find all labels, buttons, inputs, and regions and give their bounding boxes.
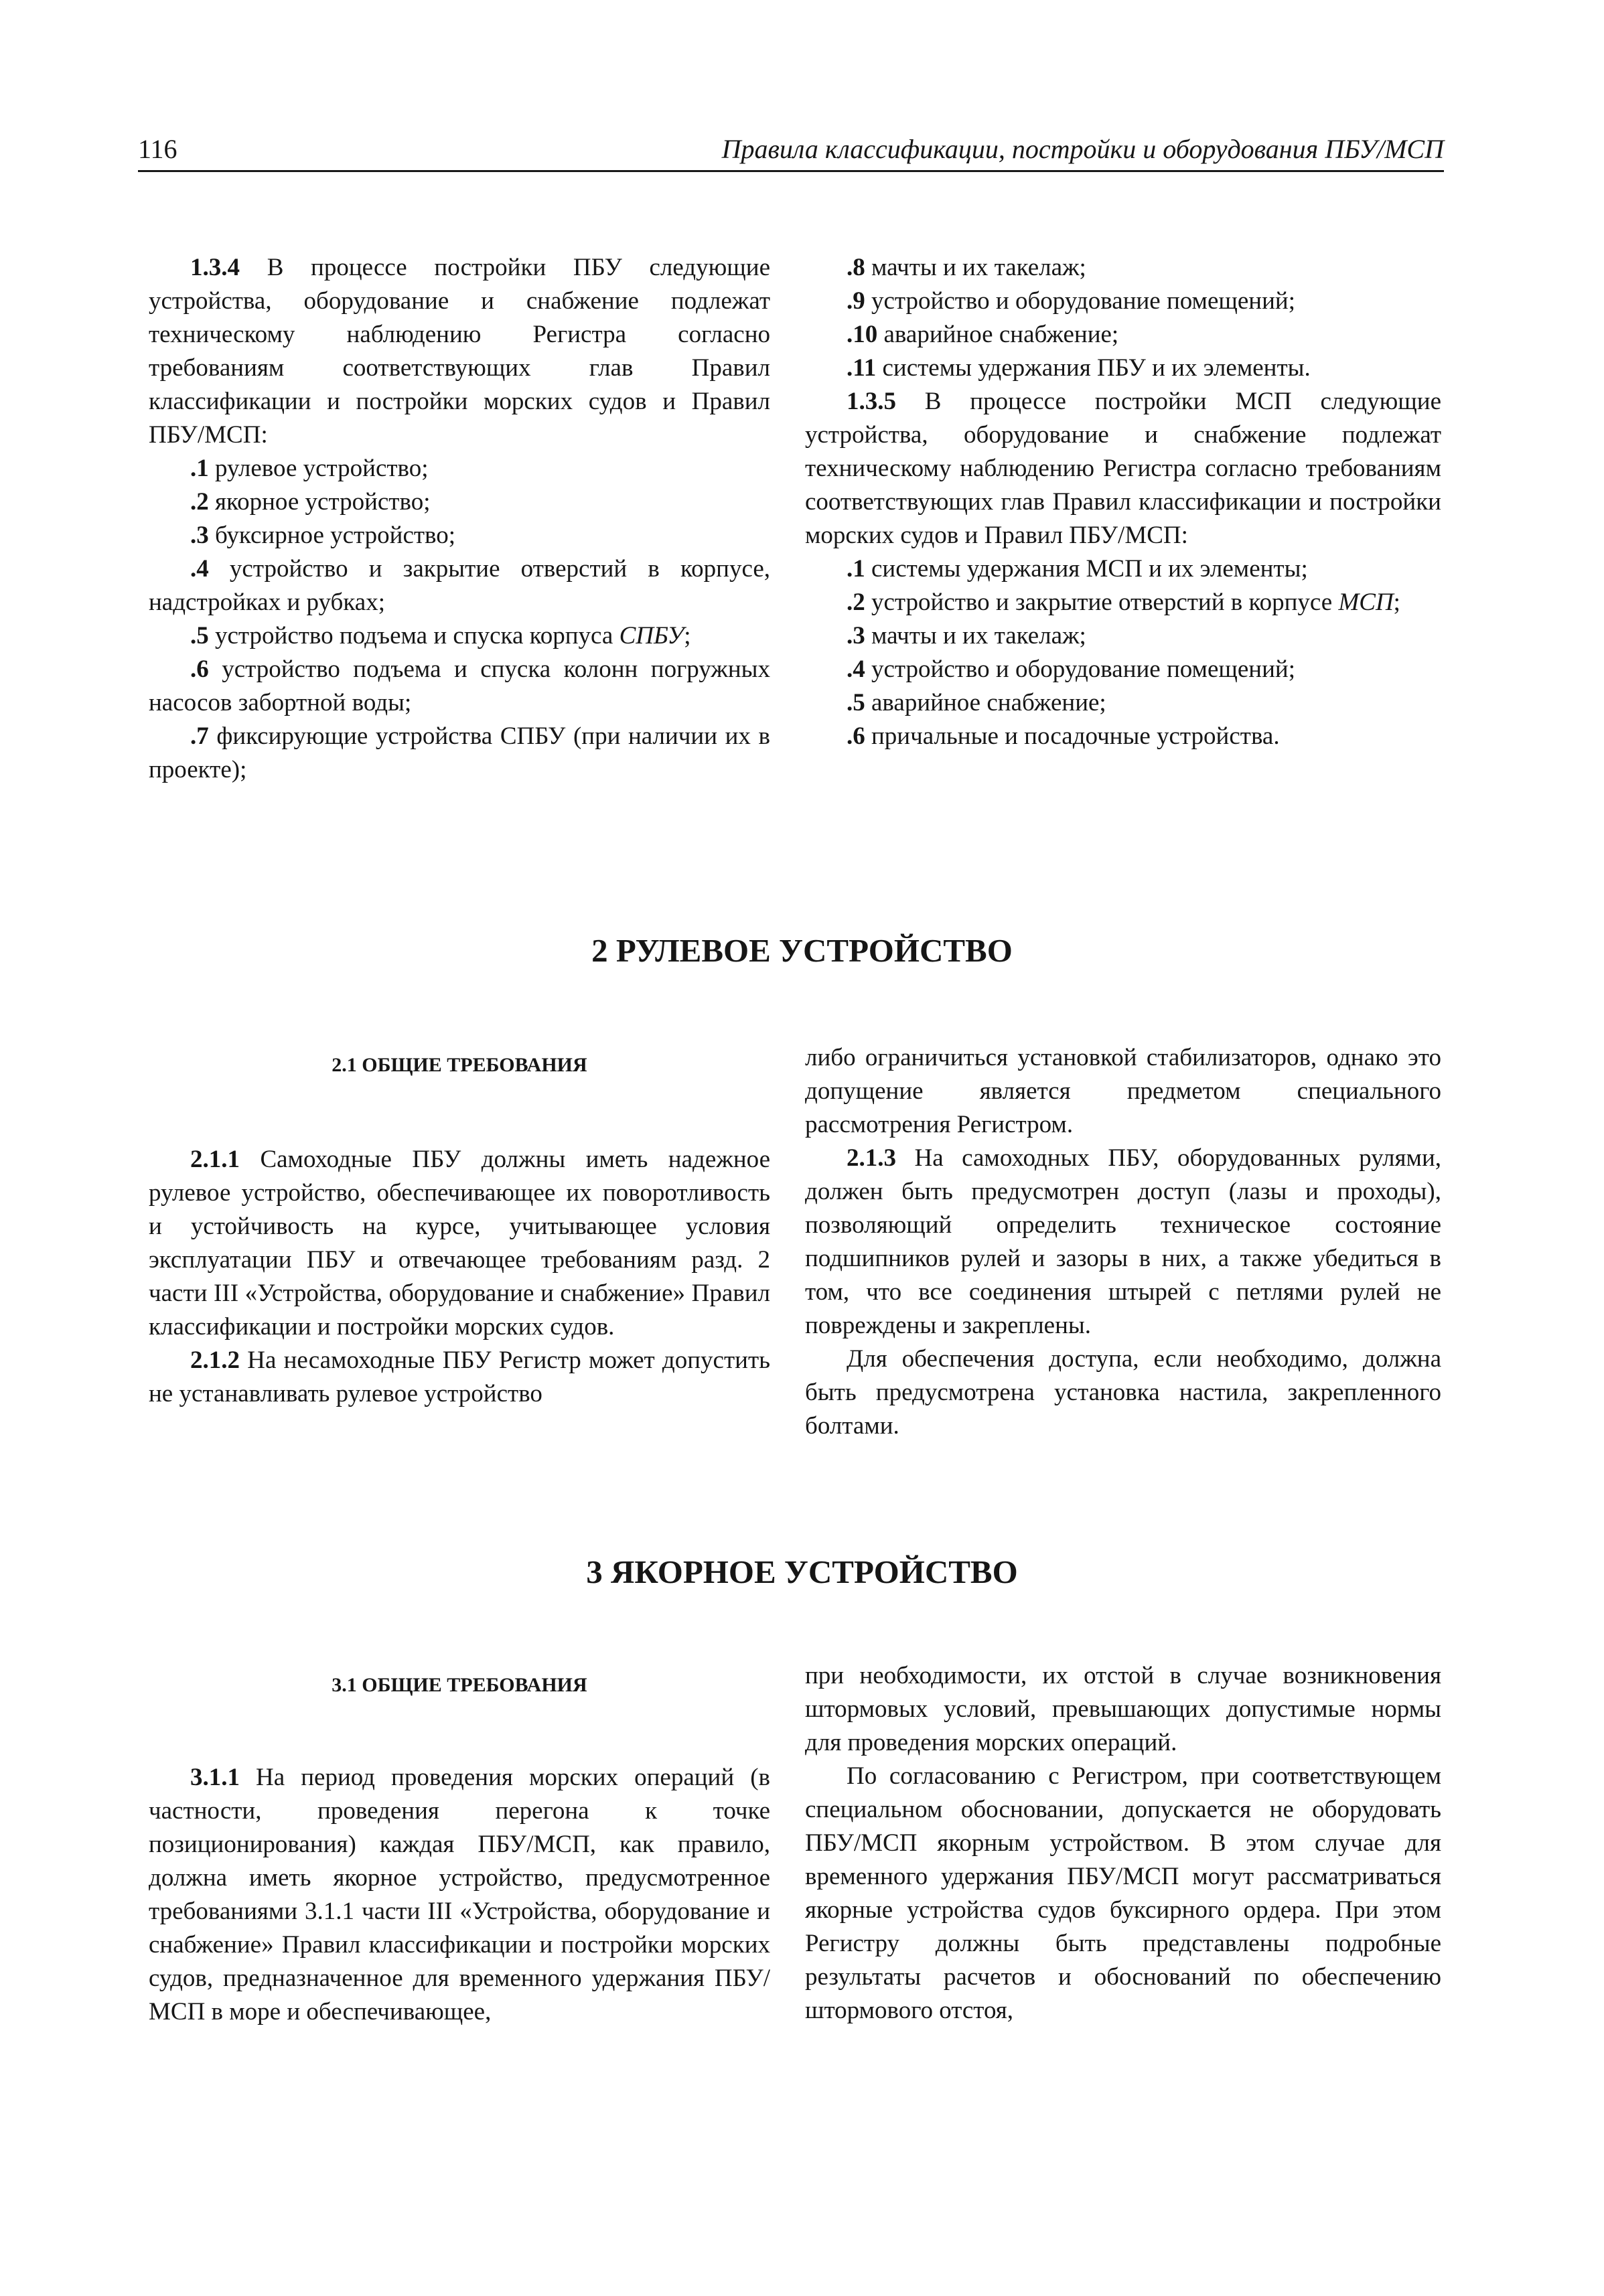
list-item: [805, 285, 1441, 318]
clause-number: 2.1.3: [847, 1144, 896, 1172]
section-3-title: 3 ЯКОРНОЕ УСТРОЙСТВО: [586, 1553, 1018, 1590]
item-text: буксирное устройство;: [208, 522, 456, 549]
clause-number: 2.1.2: [190, 1347, 240, 1374]
item-text: фиксирующие устройства СПБУ (при наличии их в проекте);: [149, 722, 770, 783]
paragraph-2-1-1: [149, 1143, 770, 1344]
running-title: Правила классификации, постройки и оборудования ПБУ/МСП: [721, 134, 1444, 164]
item-text: якорное устройство;: [208, 488, 431, 516]
section-2-left-column: [149, 1143, 770, 1411]
list-item: [805, 619, 1441, 653]
item-number: .11: [847, 354, 877, 382]
clause-number: 1.3.4: [190, 254, 240, 281]
item-tail: ;: [1393, 589, 1400, 616]
paragraph-agreement: По согласованию с Регистром, при соответствующем специальном обосновании, допускается не оборудовать ПБУ/МСП якорным устройством. В этом случае для временного удержания ПБУ/МСП могут рассматриваться якорные устройства судов буксирного ордера. При этом Регистру должны быть представлены подробные результаты расчетов и обоснований по обеспечению штормового отстоя,: [805, 1762, 1441, 2024]
item-number: .6: [190, 656, 209, 683]
clause-number: 1.3.5: [847, 388, 896, 415]
paragraph-2-1-3: [805, 1142, 1441, 1343]
item-text: устройство и закрытие отверстий в корпусе, надстройках и рубках;: [149, 555, 770, 616]
item-number: .7: [190, 722, 209, 750]
list-item: [805, 251, 1441, 285]
item-text: аварийное снабжение;: [865, 689, 1106, 716]
list-item: [149, 720, 770, 787]
item-number: .9: [847, 287, 865, 315]
paragraph-text: Самоходные ПБУ должны иметь надежное рулевое устройство, обеспечивающее их поворотливость и устойчивость на курсе, учитывающее условия эксплуатации ПБУ и отвечающее требованиям разд. 2 части III «Устройства, оборудование и снабжение» Правил классификации и постройки морских судов.: [149, 1146, 770, 1341]
item-text: устройство и оборудование помещений;: [865, 656, 1295, 683]
list-item: [805, 686, 1441, 720]
paragraph-text: В процессе постройки МСП следующие устройства, оборудование и снабжение подлежат техническому наблюдению Регистра согласно требованиям соответствующих глав Правил классификации и постройки морских судов и Правил ПБУ/МСП:: [805, 388, 1441, 549]
item-text: мачты и их такелаж;: [865, 622, 1086, 649]
paragraph-access: Для обеспечения доступа, если необходимо, должна быть предусмотрена установка настила, закрепленного болтами.: [805, 1345, 1441, 1440]
item-text: системы удержания МСП и их элементы;: [865, 555, 1308, 583]
paragraph-text: В процессе постройки ПБУ следующие устройства, оборудование и снабжение подлежат техническому наблюдению Регистра согласно требованиям соответствующих глав Правил классификации и постройки морских судов и Правил ПБУ/МСП:: [149, 254, 770, 449]
item-emphasis: СПБУ: [619, 622, 684, 649]
list-item: [149, 653, 770, 720]
list-item: [149, 485, 770, 519]
list-item: [805, 653, 1441, 686]
item-text: устройство и закрытие отверстий в корпусе: [865, 589, 1339, 616]
item-text: мачты и их такелаж;: [865, 254, 1086, 281]
section-2-1-subhead: 2.1 ОБЩИЕ ТРЕБОВАНИЯ: [332, 1054, 587, 1076]
item-number: .3: [190, 522, 209, 549]
paragraph-2-1-2: [149, 1344, 770, 1411]
list-item: [805, 720, 1441, 753]
section-2-title: 2 РУЛЕВОЕ УСТРОЙСТВО: [591, 932, 1013, 969]
section-3-left-column: [149, 1761, 770, 2029]
item-number: .4: [190, 555, 209, 583]
list-item: [805, 352, 1441, 385]
item-text: устройство подъема и спуска колонн погружных насосов забортной воды;: [149, 656, 770, 716]
item-number: .8: [847, 254, 865, 281]
list-item: [149, 619, 770, 653]
top-left-column: [149, 251, 770, 787]
item-number: .2: [190, 488, 209, 516]
item-text: причальные и посадочные устройства.: [865, 722, 1280, 750]
item-number: .2: [847, 589, 865, 616]
continued-paragraph: при необходимости, их отстой в случае возникновения штормовых условий, превышающих допустимые нормы для проведения морских операций.: [805, 1662, 1441, 1756]
item-text: устройство и оборудование помещений;: [865, 287, 1295, 315]
list-item: [149, 452, 770, 485]
section-3-right-column: [805, 1659, 1441, 2027]
list-item: [149, 519, 770, 552]
item-emphasis: МСП: [1338, 589, 1394, 616]
paragraph-text: На самоходных ПБУ, оборудованных рулями, должен быть предусмотрен доступ (лазы и проходы), позволяющий определить техническое состояние подшипников рулей и зазоры в них, а также убедиться в том, что все соединения штырей с петлями рулей не повреждены и закреплены.: [805, 1144, 1441, 1339]
paragraph-1-3-4: [149, 251, 770, 452]
clause-number: 2.1.1: [190, 1146, 240, 1173]
item-number: .1: [190, 455, 209, 482]
item-number: .6: [847, 722, 865, 750]
continued-paragraph: либо ограничиться установкой стабилизаторов, однако это допущение является предметом специального рассмотрения Регистром.: [805, 1044, 1441, 1138]
list-item: [805, 586, 1441, 619]
paragraph-1-3-5: [805, 385, 1441, 552]
list-item: [805, 552, 1441, 586]
item-text: аварийное снабжение;: [877, 321, 1119, 348]
item-number: .4: [847, 656, 865, 683]
item-text: рулевое устройство;: [208, 455, 429, 482]
item-text: системы удержания ПБУ и их элементы.: [876, 354, 1311, 382]
page-header: [138, 131, 1444, 172]
item-number: .1: [847, 555, 865, 583]
top-right-column: [805, 251, 1441, 753]
item-number: .3: [847, 622, 865, 649]
list-item: [805, 318, 1441, 352]
clause-number: 3.1.1: [190, 1764, 240, 1791]
page-number: 116: [138, 134, 177, 164]
section-2-right-column: [805, 1041, 1441, 1443]
item-number: .10: [847, 321, 878, 348]
paragraph-text: На период проведения морских операций (в частности, проведения перегона к точке позиционирования) каждая ПБУ/МСП, как правило, должна иметь якорное устройство, предусмотренное требованиями 3.1.1 части III «Устройства, оборудование и снабжение» Правил классификации и постройки морских судов, предназначенное для временного удержания ПБУ/МСП в море и обеспечивающее,: [149, 1764, 770, 2025]
item-tail: ;: [684, 622, 691, 649]
paragraph-text: На несамоходные ПБУ Регистр может допустить не устанавливать рулевое устройство: [149, 1347, 770, 1407]
item-text: устройство подъема и спуска корпуса: [208, 622, 619, 649]
item-number: .5: [190, 622, 209, 649]
list-item: [149, 552, 770, 619]
item-number: .5: [847, 689, 865, 716]
section-3-1-subhead: 3.1 ОБЩИЕ ТРЕБОВАНИЯ: [332, 1674, 587, 1696]
paragraph-3-1-1: [149, 1761, 770, 2029]
